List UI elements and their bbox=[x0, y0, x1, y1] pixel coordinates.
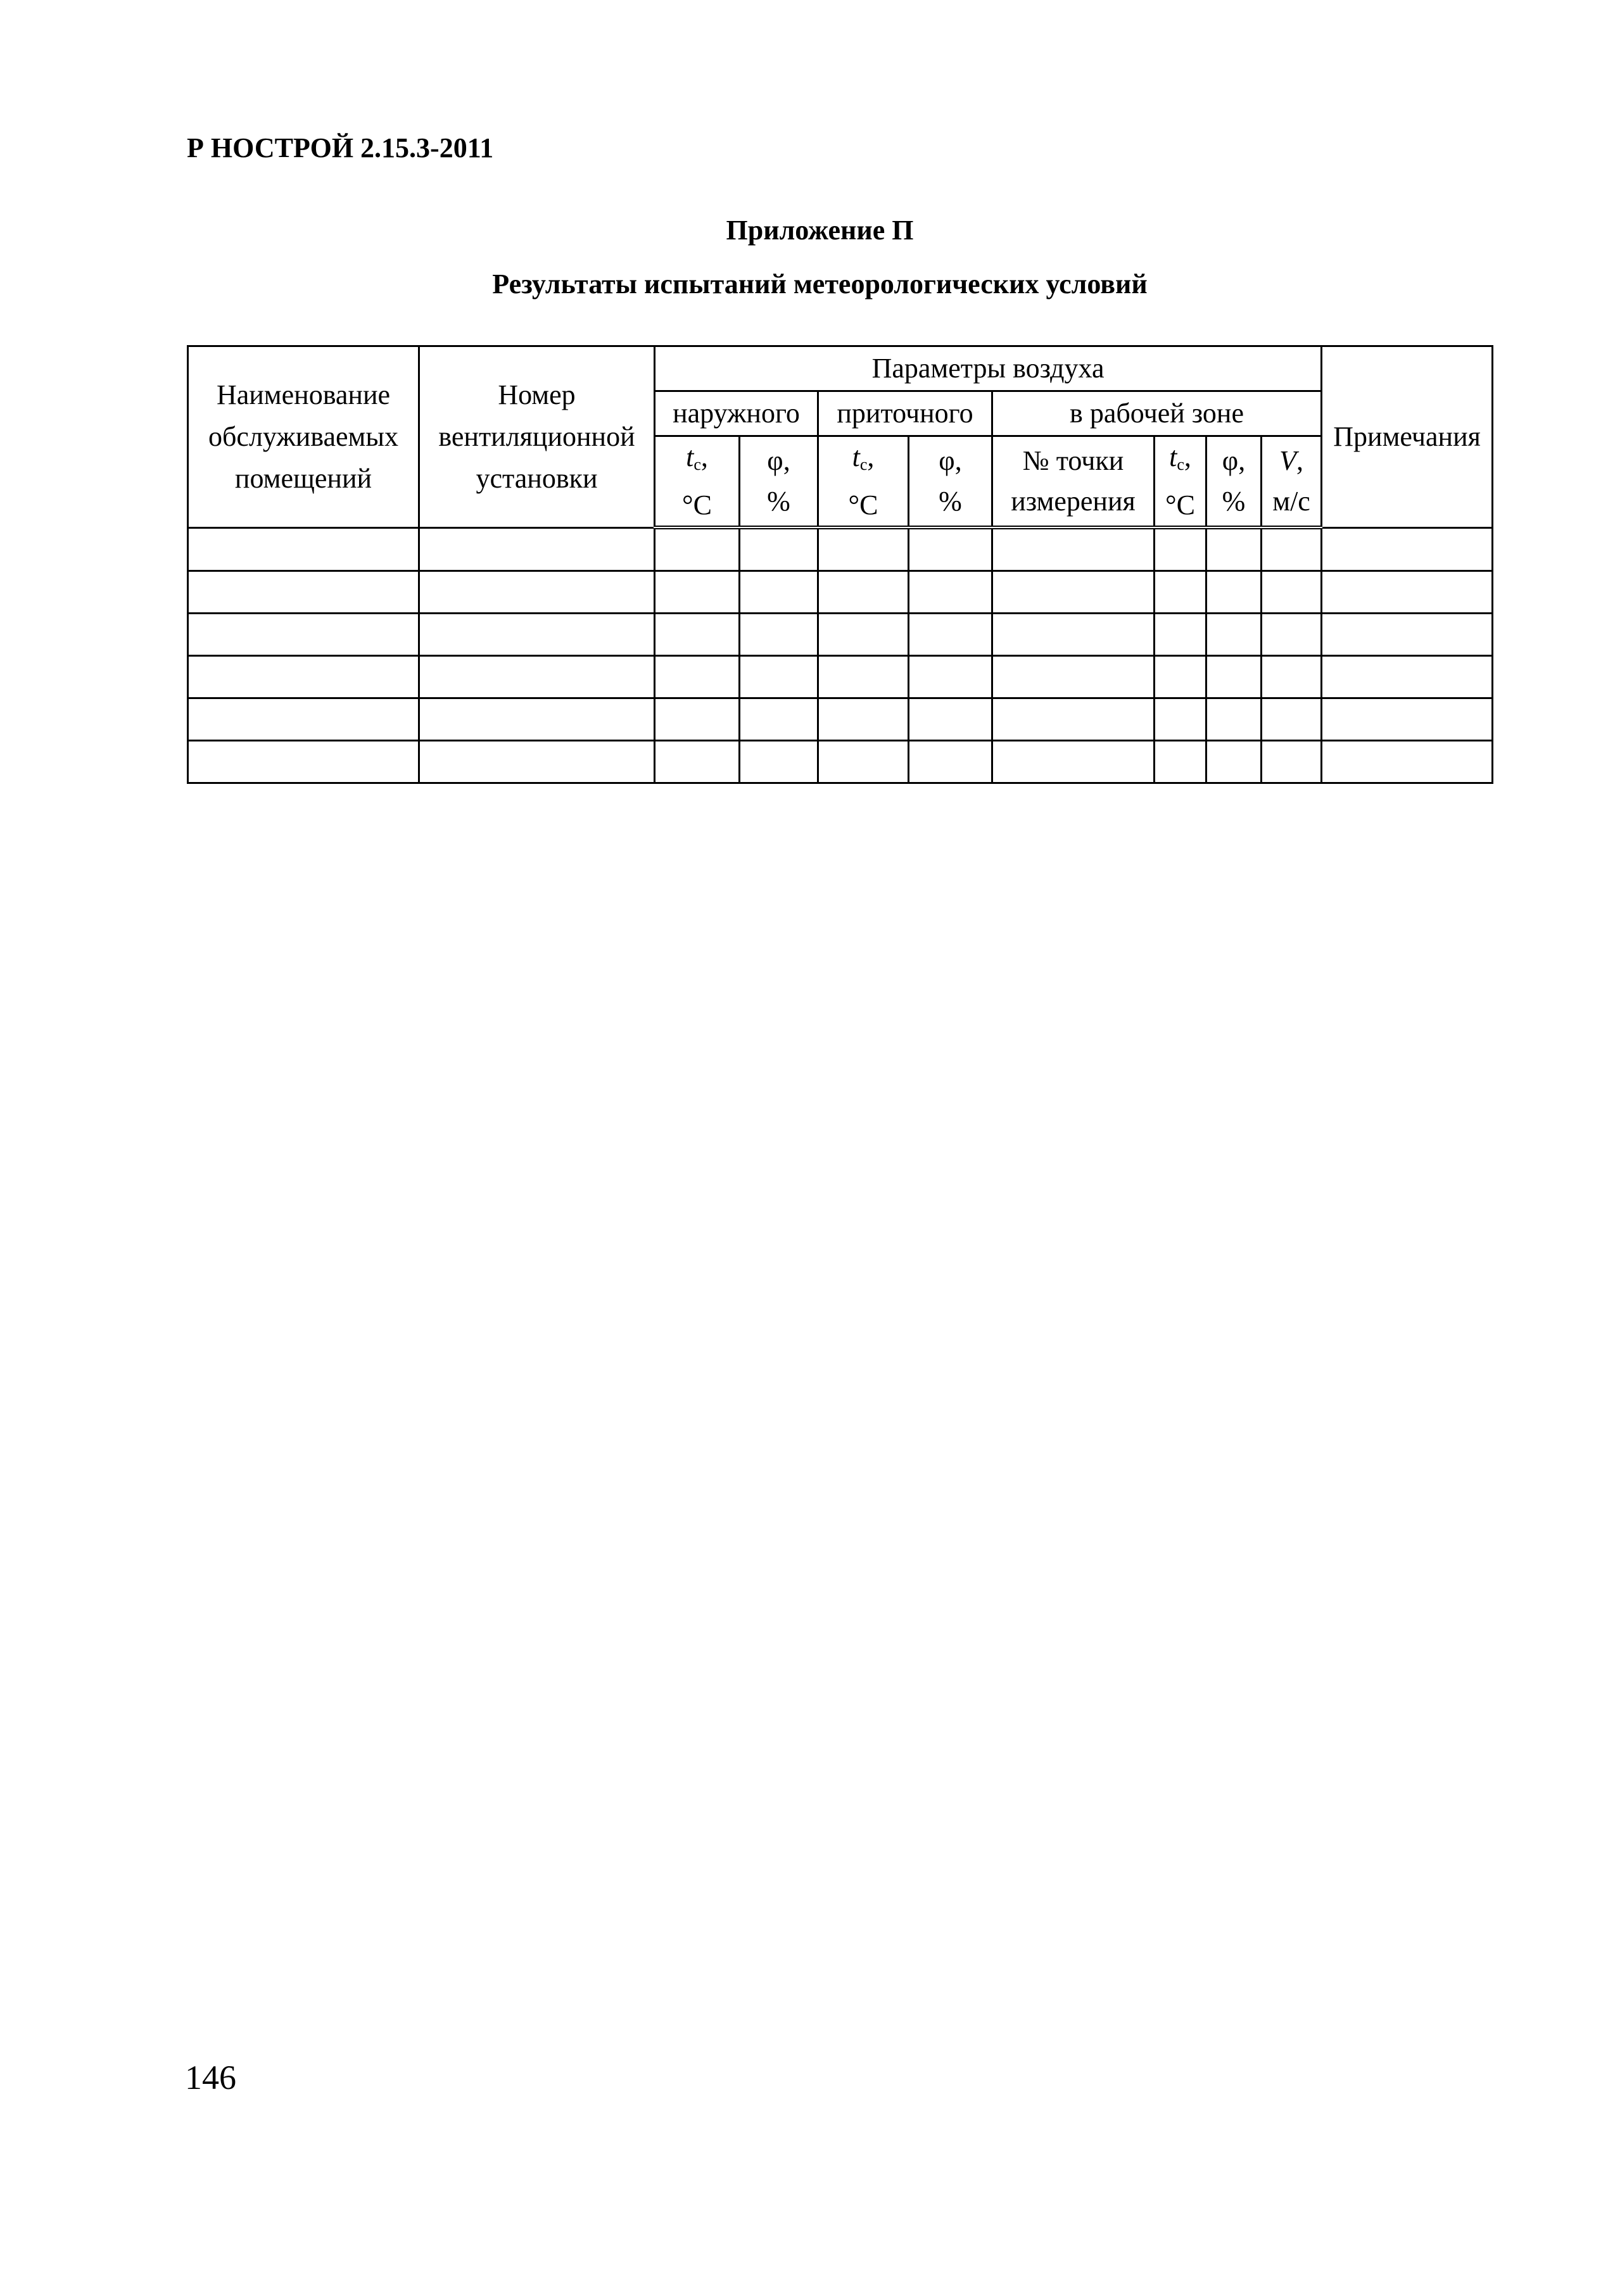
table-cell bbox=[188, 698, 419, 741]
table-cell bbox=[740, 527, 818, 571]
table-cell bbox=[419, 698, 655, 741]
col-header-unit-number: Номер вентиляционной установки bbox=[419, 346, 655, 528]
table-cell bbox=[1322, 698, 1493, 741]
table-cell bbox=[1262, 614, 1322, 656]
table-cell bbox=[188, 614, 419, 656]
table-cell bbox=[1262, 571, 1322, 614]
col-header-workzone-humidity: φ, % bbox=[1206, 436, 1262, 528]
table-cell bbox=[992, 698, 1155, 741]
table-cell bbox=[1322, 656, 1493, 698]
table-cell bbox=[818, 741, 909, 783]
table-cell bbox=[1206, 614, 1262, 656]
table-cell bbox=[188, 741, 419, 783]
table-cell bbox=[419, 656, 655, 698]
table-cell bbox=[419, 571, 655, 614]
table-cell bbox=[419, 614, 655, 656]
group-header-air-parameters: Параметры воздуха bbox=[655, 346, 1322, 391]
table-cell bbox=[818, 656, 909, 698]
table-cell bbox=[1262, 698, 1322, 741]
col-header-supply-humidity: φ, % bbox=[909, 436, 992, 528]
table-cell bbox=[655, 656, 740, 698]
table-cell bbox=[655, 527, 740, 571]
col-header-workzone-temperature: $t_с$, °С bbox=[1155, 436, 1206, 528]
col-header-supply-temperature: $t_с$, °С bbox=[818, 436, 909, 528]
document-code: Р НОСТРОЙ 2.15.3-2011 bbox=[187, 132, 494, 163]
appendix-label: Приложение П bbox=[726, 215, 914, 246]
col-header-air-velocity: V, м/с bbox=[1262, 436, 1322, 528]
table-cell bbox=[1206, 698, 1262, 741]
col-header-outdoor-humidity: φ, % bbox=[740, 436, 818, 528]
table-cell bbox=[992, 527, 1155, 571]
table-cell bbox=[1155, 741, 1206, 783]
table-cell bbox=[1206, 571, 1262, 614]
table-cell bbox=[188, 656, 419, 698]
table-row bbox=[188, 656, 1493, 698]
table-cell bbox=[1155, 614, 1206, 656]
col-header-measurement-point: № точки измерения bbox=[992, 436, 1155, 528]
subheader-outdoor: наружного bbox=[655, 391, 818, 436]
table-cell bbox=[419, 527, 655, 571]
col-header-notes: Примечания bbox=[1322, 346, 1493, 528]
table-cell bbox=[909, 741, 992, 783]
table-cell bbox=[1155, 656, 1206, 698]
table-cell bbox=[1262, 741, 1322, 783]
table-cell bbox=[909, 656, 992, 698]
table-cell bbox=[992, 741, 1155, 783]
table-cell bbox=[1262, 656, 1322, 698]
table-cell bbox=[1322, 527, 1493, 571]
table-cell bbox=[655, 614, 740, 656]
table-row bbox=[188, 741, 1493, 783]
col-header-rooms: Наименование обслуживаемых помещений bbox=[188, 346, 419, 528]
table-cell bbox=[1322, 741, 1493, 783]
subheader-work-zone: в рабочей зоне bbox=[992, 391, 1322, 436]
table-cell bbox=[740, 571, 818, 614]
table-cell bbox=[740, 741, 818, 783]
table-cell bbox=[909, 698, 992, 741]
table-cell bbox=[655, 698, 740, 741]
table-row bbox=[188, 527, 1493, 571]
table-cell bbox=[1206, 741, 1262, 783]
table-cell bbox=[992, 656, 1155, 698]
table-cell bbox=[188, 571, 419, 614]
table-cell bbox=[1155, 527, 1206, 571]
table-cell bbox=[1322, 571, 1493, 614]
table-body bbox=[188, 527, 1493, 783]
col-header-outdoor-temperature: $t_с$, °С bbox=[655, 436, 740, 528]
table-cell bbox=[1155, 571, 1206, 614]
table-cell bbox=[1322, 614, 1493, 656]
table-cell bbox=[1262, 527, 1322, 571]
table-cell bbox=[818, 698, 909, 741]
table-cell bbox=[909, 571, 992, 614]
table-cell bbox=[992, 614, 1155, 656]
table-cell bbox=[1206, 656, 1262, 698]
subheader-supply: приточного bbox=[818, 391, 992, 436]
table-cell bbox=[188, 527, 419, 571]
table-cell bbox=[818, 527, 909, 571]
table-cell bbox=[740, 698, 818, 741]
results-table bbox=[187, 345, 1493, 784]
table-cell bbox=[1206, 527, 1262, 571]
table-cell bbox=[818, 571, 909, 614]
table-cell bbox=[740, 656, 818, 698]
table-cell bbox=[909, 614, 992, 656]
table-row bbox=[188, 698, 1493, 741]
table-row bbox=[188, 571, 1493, 614]
page-number: 146 bbox=[185, 2059, 236, 2097]
table-cell bbox=[992, 571, 1155, 614]
table-cell bbox=[655, 571, 740, 614]
table-cell bbox=[655, 741, 740, 783]
table-cell bbox=[818, 614, 909, 656]
appendix-title: Результаты испытаний метеорологических условий bbox=[492, 268, 1148, 300]
table-cell bbox=[1155, 698, 1206, 741]
table-cell bbox=[909, 527, 992, 571]
table-cell bbox=[740, 614, 818, 656]
table-row bbox=[188, 614, 1493, 656]
table-cell bbox=[419, 741, 655, 783]
